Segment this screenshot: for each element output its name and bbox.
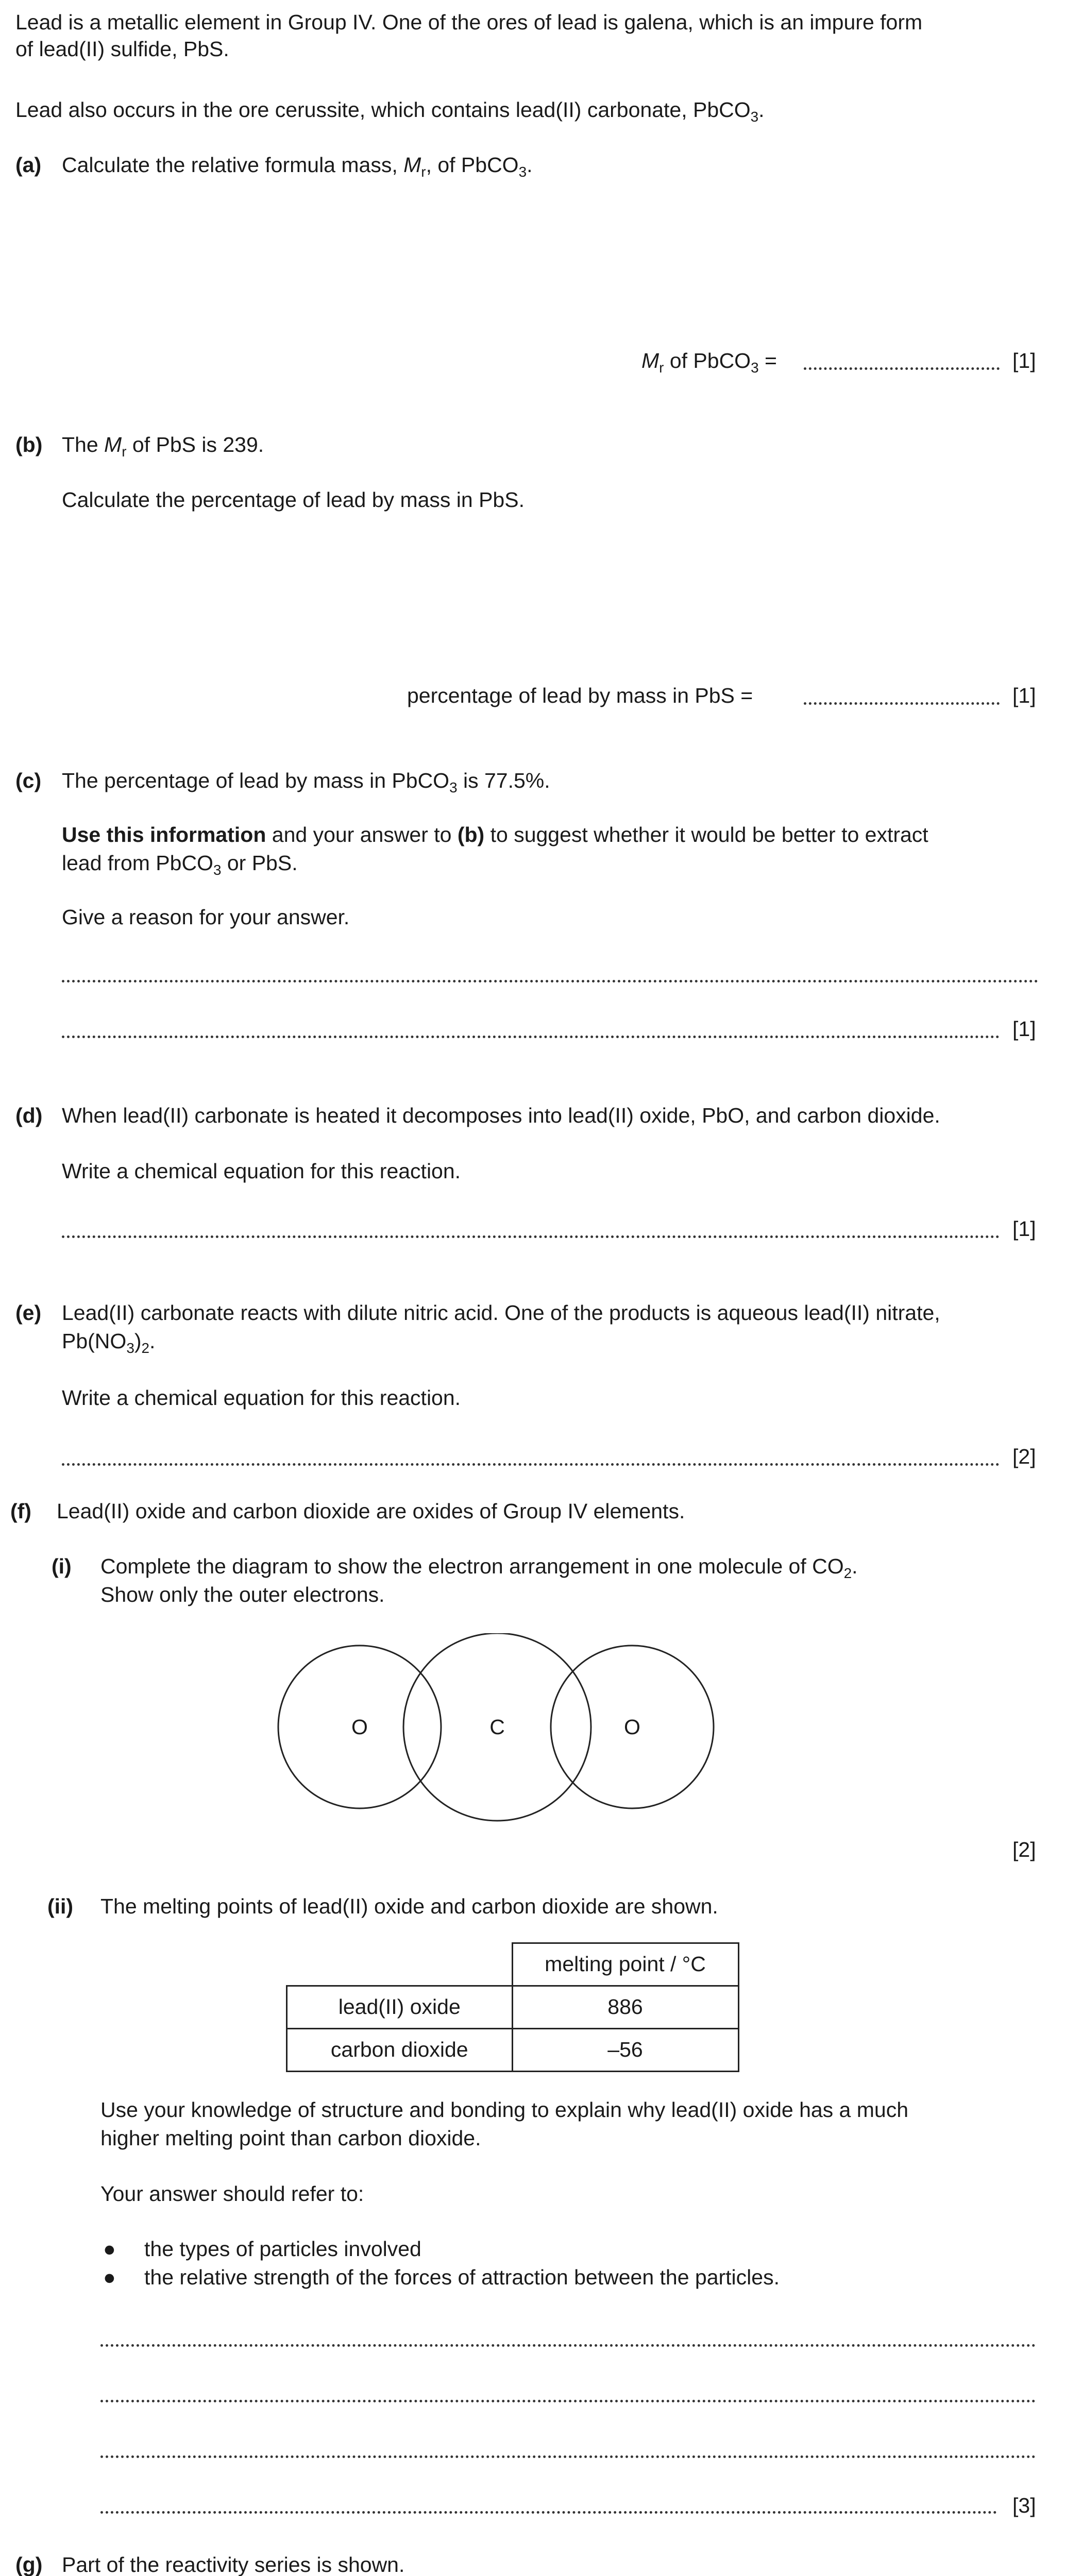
part-b-label: (b) [15,433,43,456]
part-f-ii-instruction-2: higher melting point than carbon dioxide. [100,2126,481,2150]
table-row [287,1986,739,2029]
part-c-label: (c) [15,769,42,792]
carbon-symbol: C [489,1715,505,1739]
part-f-question: Lead(II) oxide and carbon dioxide are oxides of Group IV elements. [57,1499,685,1523]
part-c-instruction-2: lead from PbCO$_3$ or PbS. [62,851,298,878]
part-b-marks: [1] [1012,684,1036,707]
intro-line-3: Lead also occurs in the ore cerussite, which contains lead(II) carbonate, PbCO$_3$. [15,98,765,125]
part-f-ii-answer-line-4[interactable] [100,2511,997,2514]
table-row [287,2029,739,2072]
part-f-ii-answer-line-2[interactable] [100,2400,1036,2402]
part-c-question: The percentage of lead by mass in PbCO$_3$ is 77.5%. [62,769,550,796]
oxygen-left-symbol: O [351,1715,368,1739]
intro-line-1: Lead is a metallic element in Group IV. One of the ores of lead is galena, which is an impure form [15,10,923,34]
part-b-instruction: Calculate the percentage of lead by mass in PbS. [62,488,525,512]
part-e-answer-line[interactable] [62,1463,1000,1466]
part-f-i-label: (i) [52,1554,72,1578]
bullet-item: the types of particles involved [144,2237,421,2261]
part-e-question-2: $Pb(NO_3)_2$. [62,1329,156,1357]
part-f-ii-label: (ii) [47,1894,74,1918]
bullet-item: the relative strength of the forces of attraction between the particles. [144,2265,780,2289]
part-a-answer-line[interactable] [804,367,1000,370]
part-a-answer-label: $M_r$ of PbCO$_3$ = [641,349,777,376]
part-b-question: The $M_r$ of PbS is 239. [62,433,264,460]
part-g-label: (g) [15,2553,43,2576]
table-cell-value: –56 [512,2029,738,2072]
part-c-answer-line-2[interactable] [62,1036,1000,1038]
part-a-marks: [1] [1012,349,1036,372]
part-c-marks: [1] [1012,1017,1036,1041]
co2-electron-diagram[interactable] [268,1633,732,1824]
part-e-instruction: Write a chemical equation for this reaction. [62,1386,461,1410]
part-f-i-marks: [2] [1012,1838,1036,1861]
part-c-answer-line-1[interactable] [62,980,1038,982]
table-cell-name: carbon dioxide [287,2029,513,2072]
part-b-answer-line[interactable] [804,702,1000,705]
table-cell-value: 886 [512,1986,738,2029]
intro-line-2: of lead(II) sulfide, PbS. [15,37,229,61]
part-d-marks: [1] [1012,1217,1036,1241]
part-d-answer-line[interactable] [62,1235,1000,1238]
part-a-question: Calculate the relative formula mass, $M_r$, of PbCO$_3$. [62,153,533,180]
oxygen-right-symbol: O [624,1715,640,1739]
table-corner-cell [287,1943,513,1986]
part-e-label: (e) [15,1301,42,1325]
table-header-row [287,1943,739,1986]
part-b-answer-label: percentage of lead by mass in PbS = [407,684,753,707]
part-f-i-question-1: Complete the diagram to show the electron arrangement in one molecule of $CO_2$. [100,1554,858,1582]
part-f-ii-answer-line-1[interactable] [100,2344,1036,2347]
part-f-ii-answer-line-3[interactable] [100,2455,1036,2458]
table-cell-name: lead(II) oxide [287,1986,513,2029]
part-d-question: When lead(II) carbonate is heated it decomposes into lead(II) oxide, PbO, and carbon dioxide. [62,1104,940,1127]
part-e-question-1: Lead(II) carbonate reacts with dilute nitric acid. One of the products is aqueous lead(II) nitrate, [62,1301,940,1325]
melting-point-table [286,1942,739,2072]
part-f-label: (f) [10,1499,31,1523]
part-d-instruction: Write a chemical equation for this reaction. [62,1159,461,1183]
part-f-i-question-2: Show only the outer electrons. [100,1583,385,1606]
part-f-ii-refer-prompt: Your answer should refer to: [100,2182,364,2206]
part-c-instruction-1: Use this information and your answer to (b) to suggest whether it would be better to extract [62,823,928,846]
bullet-icon: ● [103,2265,116,2289]
part-e-marks: [2] [1012,1445,1036,1468]
part-f-ii-instruction-1: Use your knowledge of structure and bonding to explain why lead(II) oxide has a much [100,2098,909,2122]
table-header: melting point / °C [512,1943,738,1986]
part-a-label: (a) [15,153,42,177]
part-d-label: (d) [15,1104,43,1127]
part-f-ii-question: The melting points of lead(II) oxide and carbon dioxide are shown. [100,1894,718,1918]
bullet-icon: ● [103,2237,116,2261]
part-f-ii-marks: [3] [1012,2494,1036,2517]
part-g-question: Part of the reactivity series is shown. [62,2553,405,2576]
part-c-reason-prompt: Give a reason for your answer. [62,905,350,929]
